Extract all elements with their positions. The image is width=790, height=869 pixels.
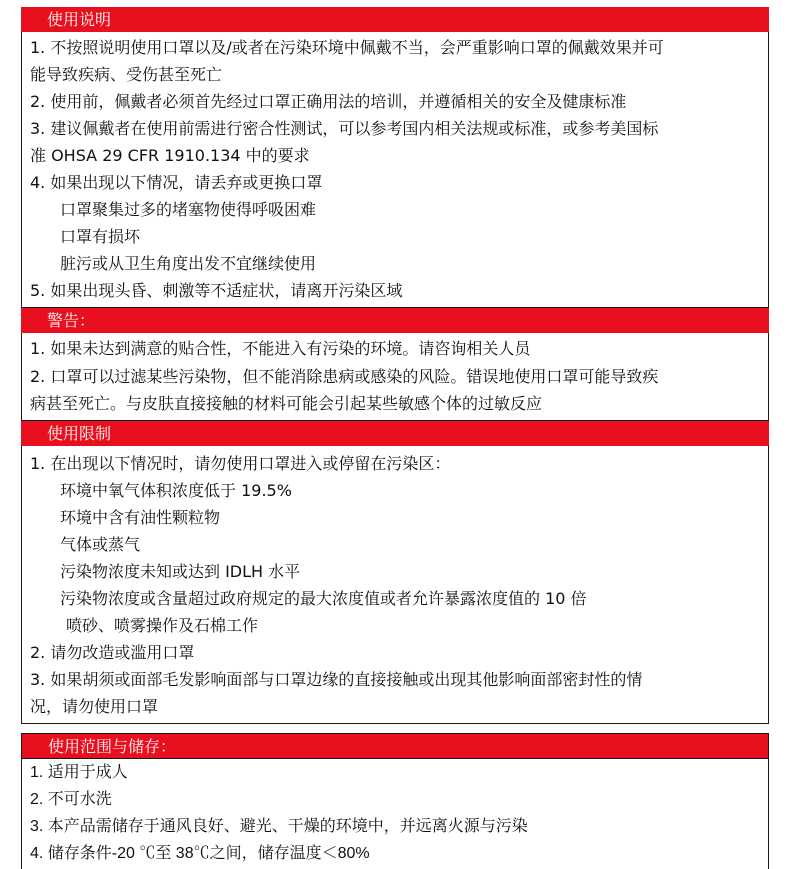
text-line: 4. 储存条件-20 ℃至 38℃之间，储存温度＜80% [30,845,370,862]
text-line: 1. 不按照说明使用口罩以及/或者在污染环境中佩戴不当，会严重影响口罩的佩戴效果并可 [30,38,664,57]
section-body-restrictions [21,446,769,724]
text-line: 喷砂、喷雾操作及石棉工作 [66,616,259,635]
text-line: 气体或蒸气 [60,535,141,554]
section-title: 使用范围与储存： [48,737,177,756]
text-line: 3. 如果胡须或面部毛发影响面部与口罩边缘的直接接触或出现其他影响面部密封性的情 [30,670,643,689]
text-line: 2. 请勿改造或滥用口罩 [30,643,195,662]
text-line: 能导致疾病、受伤甚至死亡 [30,65,223,84]
section-title: 使用限制 [47,424,112,443]
section-header-restrictions [21,421,769,446]
text-line: 环境中含有油性颗粒物 [60,508,221,527]
text-line: 5. 如果出现头昏、刺激等不适症状，请离开污染区域 [30,281,403,300]
section-header-warning [21,308,769,333]
text-line: 况，请勿使用口罩 [30,697,159,716]
section-body-scope-storage [21,759,769,869]
text-line: 脏污或从卫生角度出发不宜继续使用 [60,254,317,273]
section-body-instructions [21,32,769,308]
text-line: 4. 如果出现以下情况，请丢弃或更换口罩 [30,173,323,192]
text-line: 2. 口罩可以过滤某些污染物，但不能消除患病或感染的风险。错误地使用口罩可能导致疾 [30,367,659,386]
text-line: 口罩有损坏 [60,227,141,246]
text-line: 1. 在出现以下情况时，请勿使用口罩进入或停留在污染区： [30,454,451,473]
text-line: 污染物浓度或含量超过政府规定的最大浓度值或者允许暴露浓度值的 10 倍 [60,589,587,608]
section-title: 警告： [47,311,96,330]
section-header-instructions [21,7,769,32]
section-body-warning [21,333,769,421]
text-line: 污染物浓度未知或达到 IDLH 水平 [60,562,301,581]
text-line: 2. 使用前，佩戴者必须首先经过口罩正确用法的培训，并遵循相关的安全及健康标准 [30,92,627,111]
text-line: 3. 建议佩戴者在使用前需进行密合性测试，可以参考国内相关法规或标准，或参考美国标 [30,119,659,138]
text-line: 3. 本产品需储存于通风良好、避光、干燥的环境中，并远离火源与污染 [30,818,528,835]
section-title: 使用说明 [47,10,112,29]
text-line: 1. 适用于成人 [30,764,128,781]
text-line: 2. 不可水洗 [30,791,112,808]
text-line: 准 OHSA 29 CFR 1910.134 中的要求 [30,146,310,165]
section-header-scope-storage [21,733,769,759]
text-line: 1. 如果未达到满意的贴合性，不能进入有污染的环境。请咨询相关人员 [30,339,531,358]
text-line: 病甚至死亡。与皮肤直接接触的材料可能会引起某些敏感个体的过敏反应 [30,394,543,413]
text-line: 环境中氧气体积浓度低于 19.5% [60,481,292,500]
text-line: 口罩聚集过多的堵塞物使得呼吸困难 [60,200,317,219]
